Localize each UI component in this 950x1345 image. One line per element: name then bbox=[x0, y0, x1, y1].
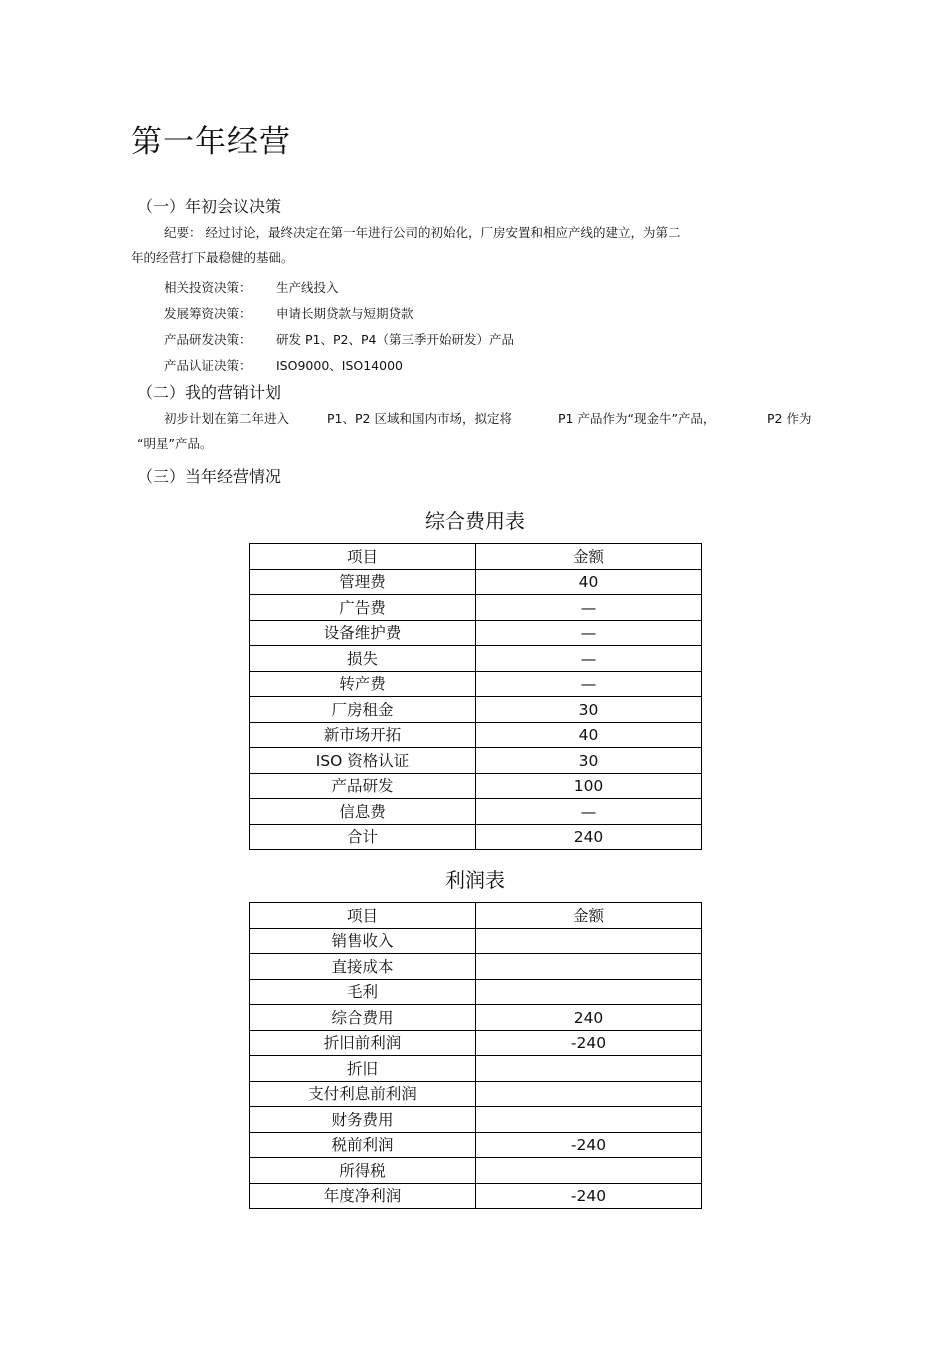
table-row bbox=[250, 1158, 702, 1184]
decision-value: ISO9000、ISO14000 bbox=[276, 358, 403, 373]
item-cell: 所得税 bbox=[250, 1158, 476, 1184]
item-cell: ISO 资格认证 bbox=[250, 748, 476, 774]
column-header-amount: 金额 bbox=[476, 903, 702, 929]
table-row bbox=[250, 954, 702, 980]
item-cell: 合计 bbox=[250, 824, 476, 850]
item-cell: 新市场开拓 bbox=[250, 722, 476, 748]
decision-value: 生产线投入 bbox=[276, 280, 339, 295]
table-row bbox=[250, 620, 702, 646]
amount-cell: 240 bbox=[476, 824, 702, 850]
table-total-row bbox=[250, 824, 702, 850]
summary-line-2: 年的经营打下最稳健的基础。 bbox=[131, 250, 294, 265]
amount-cell bbox=[476, 954, 702, 980]
page-title: 第一年经营 bbox=[131, 124, 291, 160]
amount-cell: -240 bbox=[476, 1030, 702, 1056]
marketing-text: P2 作为 bbox=[767, 411, 812, 426]
amount-cell bbox=[476, 928, 702, 954]
decision-value: 研发 P1、P2、P4（第三季开始研发）产品 bbox=[276, 332, 514, 347]
decision-label: 发展筹资决策： bbox=[164, 306, 252, 321]
item-cell: 转产费 bbox=[250, 671, 476, 697]
marketing-text: 初步计划在第二年进入 bbox=[164, 411, 290, 426]
marketing-text: P1 产品作为“现金牛”产品， bbox=[558, 411, 716, 426]
table-row bbox=[250, 1005, 702, 1031]
marketing-plan-line-2: “明星”产品。 bbox=[137, 436, 213, 451]
table-row bbox=[250, 671, 702, 697]
table-row bbox=[250, 569, 702, 595]
amount-cell: 30 bbox=[476, 697, 702, 723]
item-cell: 管理费 bbox=[250, 569, 476, 595]
item-cell: 折旧前利润 bbox=[250, 1030, 476, 1056]
item-cell: 税前利润 bbox=[250, 1132, 476, 1158]
item-cell: 广告费 bbox=[250, 595, 476, 621]
table-row bbox=[250, 722, 702, 748]
amount-cell: -240 bbox=[476, 1183, 702, 1209]
section-heading-marketing: （二）我的营销计划 bbox=[137, 383, 282, 402]
item-cell: 直接成本 bbox=[250, 954, 476, 980]
amount-cell: 100 bbox=[476, 773, 702, 799]
amount-cell: 40 bbox=[476, 569, 702, 595]
amount-cell: -240 bbox=[476, 1132, 702, 1158]
item-cell: 财务费用 bbox=[250, 1107, 476, 1133]
amount-cell: — bbox=[476, 595, 702, 621]
table-row bbox=[250, 928, 702, 954]
amount-cell: 30 bbox=[476, 748, 702, 774]
item-cell: 销售收入 bbox=[250, 928, 476, 954]
expense-table bbox=[249, 543, 702, 850]
section-heading-meeting: （一）年初会议决策 bbox=[137, 197, 282, 216]
table-row bbox=[250, 1183, 702, 1209]
table-row bbox=[250, 595, 702, 621]
table-row bbox=[250, 1107, 702, 1133]
item-cell: 损失 bbox=[250, 646, 476, 672]
table-row bbox=[250, 1081, 702, 1107]
expense-table-title: 综合费用表 bbox=[425, 509, 525, 533]
profit-table bbox=[249, 902, 702, 1209]
table-row bbox=[250, 799, 702, 825]
table-row bbox=[250, 773, 702, 799]
amount-cell: 240 bbox=[476, 1005, 702, 1031]
item-cell: 支付利息前利润 bbox=[250, 1081, 476, 1107]
table-row bbox=[250, 1056, 702, 1082]
column-header-item: 项目 bbox=[250, 903, 476, 929]
decision-label: 相关投资决策： bbox=[164, 280, 252, 295]
table-row bbox=[250, 1030, 702, 1056]
decision-value: 申请长期贷款与短期贷款 bbox=[276, 306, 414, 321]
decision-label: 产品认证决策： bbox=[164, 358, 252, 373]
amount-cell bbox=[476, 1107, 702, 1133]
item-cell: 厂房租金 bbox=[250, 697, 476, 723]
summary-line-1: 纪要： 经过讨论，最终决定在第一年进行公司的初始化，厂房安置和相应产线的建立，为第二 bbox=[164, 225, 681, 240]
amount-cell: 40 bbox=[476, 722, 702, 748]
item-cell: 产品研发 bbox=[250, 773, 476, 799]
profit-table-title: 利润表 bbox=[445, 868, 505, 892]
item-cell: 折旧 bbox=[250, 1056, 476, 1082]
item-cell: 年度净利润 bbox=[250, 1183, 476, 1209]
amount-cell bbox=[476, 979, 702, 1005]
table-row bbox=[250, 979, 702, 1005]
item-cell: 信息费 bbox=[250, 799, 476, 825]
amount-cell: — bbox=[476, 620, 702, 646]
amount-cell: — bbox=[476, 799, 702, 825]
item-cell: 设备维护费 bbox=[250, 620, 476, 646]
table-row bbox=[250, 646, 702, 672]
item-cell: 综合费用 bbox=[250, 1005, 476, 1031]
amount-cell bbox=[476, 1158, 702, 1184]
amount-cell: — bbox=[476, 646, 702, 672]
table-header-row bbox=[250, 544, 702, 570]
amount-cell: — bbox=[476, 671, 702, 697]
amount-cell bbox=[476, 1081, 702, 1107]
column-header-item: 项目 bbox=[250, 544, 476, 570]
marketing-text: P1、P2 区域和国内市场，拟定将 bbox=[327, 411, 512, 426]
table-row bbox=[250, 1132, 702, 1158]
table-row bbox=[250, 748, 702, 774]
amount-cell bbox=[476, 1056, 702, 1082]
column-header-amount: 金额 bbox=[476, 544, 702, 570]
decision-label: 产品研发决策： bbox=[164, 332, 252, 347]
table-header-row bbox=[250, 903, 702, 929]
item-cell: 毛利 bbox=[250, 979, 476, 1005]
section-heading-operations: （三）当年经营情况 bbox=[137, 467, 282, 486]
table-row bbox=[250, 697, 702, 723]
